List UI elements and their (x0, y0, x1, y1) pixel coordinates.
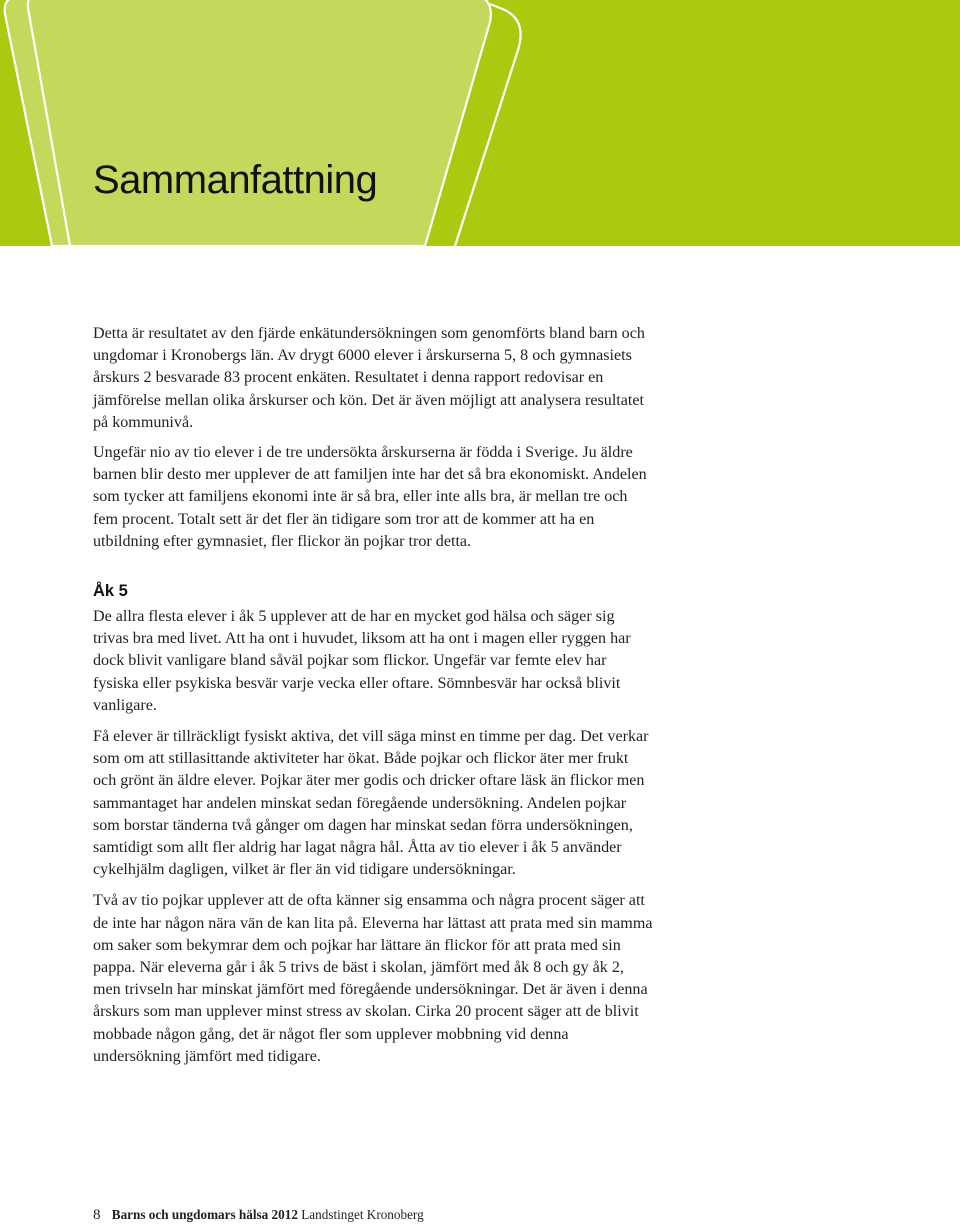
page-number: 8 (93, 1207, 101, 1223)
ak5-paragraph-1: De allra flesta elever i åk 5 upplever att de har en mycket god hälsa och säger sig trivas bra med livet. Att ha ont i huvudet, liksom att ha ont i magen eller ryggen har dock blivit vanligare bland såväl pojkar som flickor. Ungefär var femte elev har fysiska eller psykiska besvär varje vecka eller oftare. Sömnbesvär har också blivit vanligare. (93, 608, 631, 714)
page-content (93, 323, 653, 1068)
ak5-paragraph-2: Få elever är tillräckligt fysiskt aktiva, det vill säga minst en timme per dag. Det verkar som om att stillasittande aktiviteter har ökat. Både pojkar och flickor äter mer frukt och grönt än äldre elever. Pojkar äter mer godis och dricker oftare läsk än flickor men sammantaget har andelen minskat sedan föregående undersökning. Andelen pojkar som borstar tänderna två gånger om dagen har minskat sedan förra undersökningen, samtidigt som allt fler aldrig har lagat några hål. Åtta av tio elever i åk 5 använder cykelhjälm dagligen, vilket är fler än vid tidigare undersökningar. (93, 728, 649, 879)
section-heading-ak5: Åk 5 (93, 582, 128, 601)
banner-graphic (0, 0, 960, 246)
page-title: Sammanfattning (93, 158, 378, 202)
publisher-name: Landstinget Kronoberg (301, 1207, 424, 1222)
intro-paragraph-2: Ungefär nio av tio elever i de tre undersökta årskurserna är födda i Sverige. Ju äldre barnen blir desto mer upplever de att familjen inte har det så bra ekonomiskt. Andelen som tycker att familjens ekonomi inte är så bra, eller inte alls bra, är mellan tre och fem procent. Totalt sett är det fler än tidigare som tror att de kommer att ha en utbildning efter gymnasiet, fler flickor än pojkar tror detta. (93, 444, 647, 550)
page-footer (93, 1206, 424, 1224)
banner-rounded-shape (5, 0, 491, 246)
header-banner (0, 0, 960, 246)
publication-title: Barns och ungdomars hälsa 2012 (111, 1207, 298, 1222)
ak5-paragraph-3: Två av tio pojkar upplever att de ofta känner sig ensamma och några procent säger att de inte har någon nära vän de kan lita på. Eleverna har lättast att prata med sin mamma om saker som bekymrar dem och pojkar har lättare än flickor för att prata med sin pappa. När eleverna går i åk 5 trivs de bäst i skolan, jämfört med åk 8 och gy åk 2, men trivseln har minskat jämfört med föregående undersökningar. Det är även i denna årskurs som man upplever minst stress av skolan. Cirka 20 procent säger att de blivit mobbade någon gång, det är något fler som upplever mobbning vid denna undersökning jämfört med tidigare. (93, 892, 653, 1065)
intro-paragraph-1: Detta är resultatet av den fjärde enkätundersökningen som genomförts bland barn och ungdomar i Kronobergs län. Av drygt 6000 elever i årskurserna 5, 8 och gymnasiets årskurs 2 besvarade 83 procent enkäten. Resultatet i denna rapport redovisar en jämförelse mellan olika årskurser och kön. Det är även möjligt att analysera resultatet på kommunivå. (93, 325, 645, 431)
